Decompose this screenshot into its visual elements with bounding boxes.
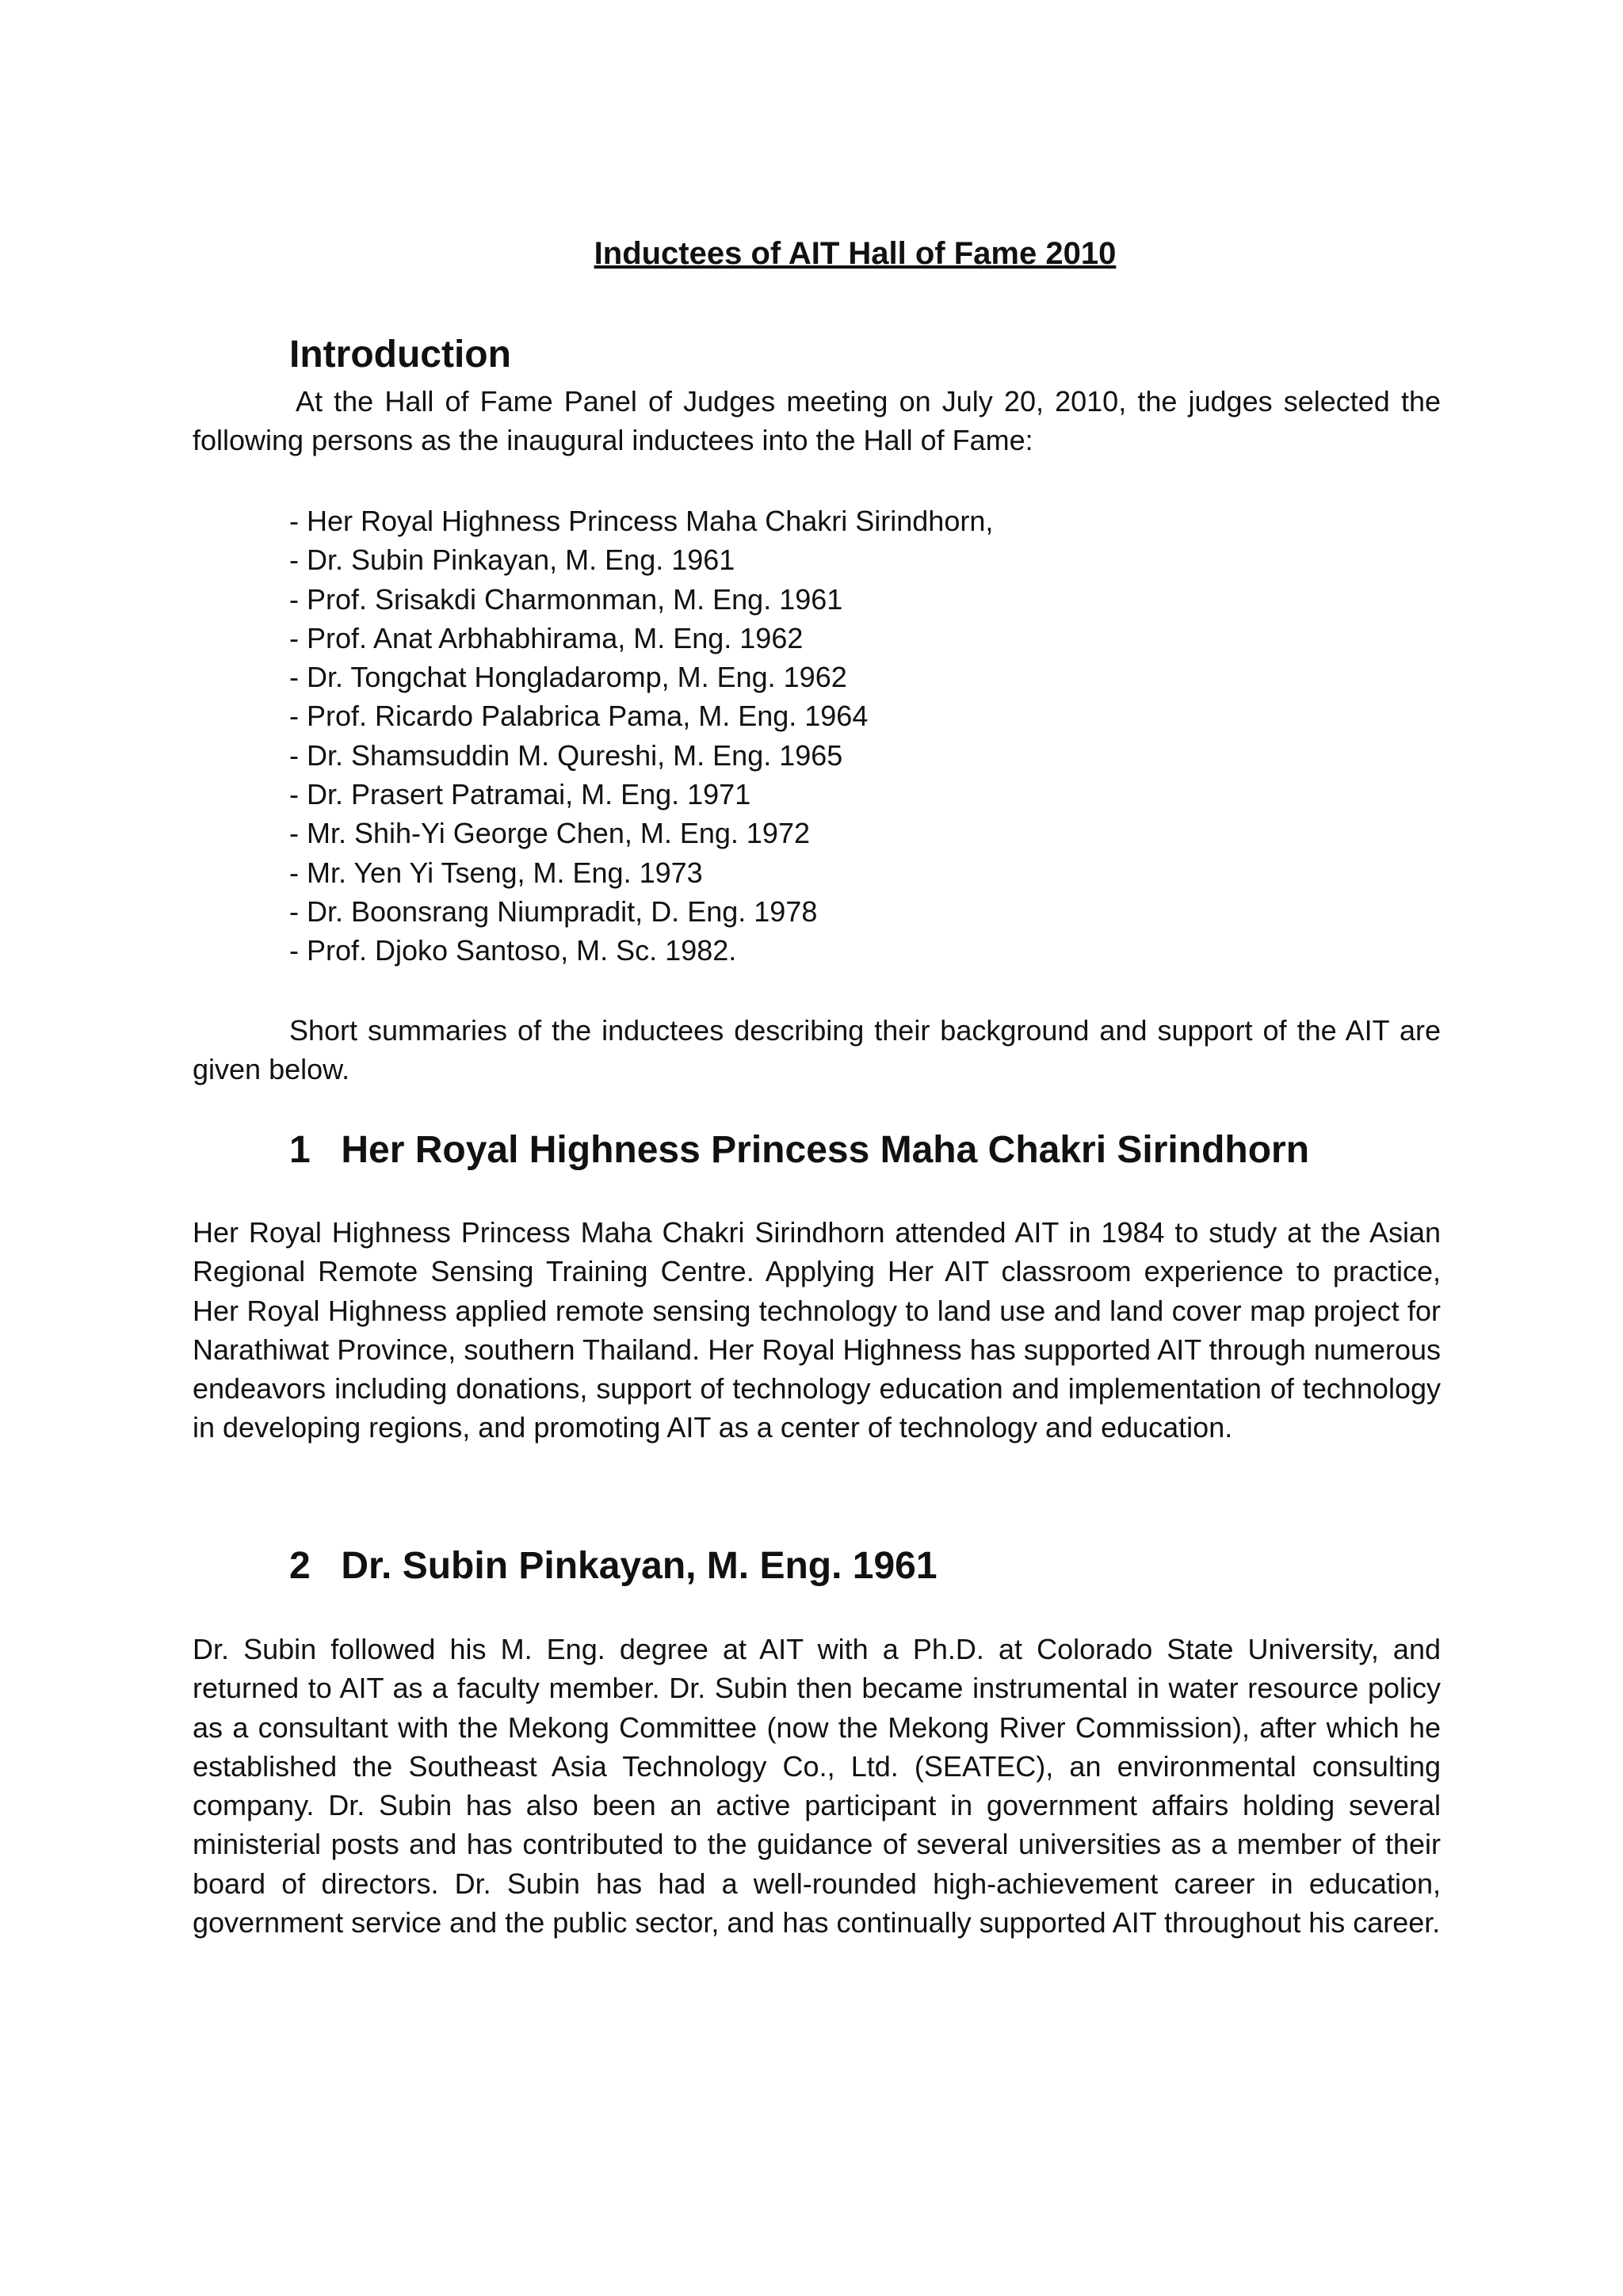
- section-1-heading: [289, 1127, 1309, 1174]
- list-item: - Her Royal Highness Princess Maha Chakri Sirindhorn,: [289, 505, 994, 537]
- summary-intro-paragraph: Short summaries of the inductees describing their background and support of the AIT are given below.: [193, 1014, 1441, 1086]
- document-title: Inductees of AIT Hall of Fame 2010: [594, 236, 1117, 271]
- list-item: - Prof. Ricardo Palabrica Pama, M. Eng. 1964: [289, 700, 869, 733]
- list-item: - Mr. Yen Yi Tseng, M. Eng. 1973: [289, 856, 703, 889]
- section-number: 2: [289, 1545, 311, 1587]
- list-item: - Dr. Subin Pinkayan, M. Eng. 1961: [289, 543, 735, 577]
- list-item: - Dr. Tongchat Hongladaromp, M. Eng. 1962: [289, 661, 847, 694]
- section-2-body: Dr. Subin followed his M. Eng. degree at AIT with a Ph.D. at Colorado State University, and returned to AIT as a faculty member. Dr. Subin then became instrumental in water resource policy as a consultant with the Mekong Committee (now the Mekong River Commission), after which he established the Southeast Asia Technology Co., Ltd. (SEATEC), an environmental consulting company. Dr. Subin has also been an active participant in government affairs holding several ministerial posts and has contributed to the guidance of several universities as a member of their board of directors. Dr. Subin has had a well-rounded high-achievement career in education, government service and the public sector, and has continually supported AIT throughout his career.: [193, 1633, 1441, 1939]
- introduction-heading: Introduction: [289, 334, 511, 376]
- section-title: Her Royal Highness Princess Maha Chakri Sirindhorn: [341, 1129, 1310, 1171]
- inductee-list: [289, 502, 993, 971]
- section-2-heading: [289, 1543, 938, 1590]
- list-item: - Dr. Shamsuddin M. Qureshi, M. Eng. 1965: [289, 738, 843, 772]
- introduction-paragraph: At the Hall of Fame Panel of Judges meeting on July 20, 2010, the judges selected the following persons as the inaugural inductees into the Hall of Fame:: [193, 385, 1441, 457]
- list-item: - Mr. Shih-Yi George Chen, M. Eng. 1972: [289, 817, 810, 850]
- list-item: - Dr. Boonsrang Niumpradit, D. Eng. 1978: [289, 894, 818, 928]
- section-title: Dr. Subin Pinkayan, M. Eng. 1961: [341, 1545, 938, 1587]
- list-item: - Prof. Djoko Santoso, M. Sc. 1982.: [289, 934, 737, 967]
- list-item: - Prof. Anat Arbhabhirama, M. Eng. 1962: [289, 621, 804, 654]
- section-1-body: Her Royal Highness Princess Maha Chakri Sirindhorn attended AIT in 1984 to study at the Asian Regional Remote Sensing Training Centre. Applying Her AIT classroom experience to practice, Her Royal Highness applied remote sensing technology to land use and land cover map project for Narathiwat Province, southern Thailand. Her Royal Highness has supported AIT through numerous endeavors including donations, support of technology education and implementation of technology in developing regions, and promoting AIT as a center of technology and education.: [193, 1216, 1441, 1444]
- list-item: - Prof. Srisakdi Charmonman, M. Eng. 1961: [289, 582, 843, 616]
- list-item: - Dr. Prasert Patramai, M. Eng. 1971: [289, 778, 751, 811]
- section-number: 1: [289, 1129, 311, 1171]
